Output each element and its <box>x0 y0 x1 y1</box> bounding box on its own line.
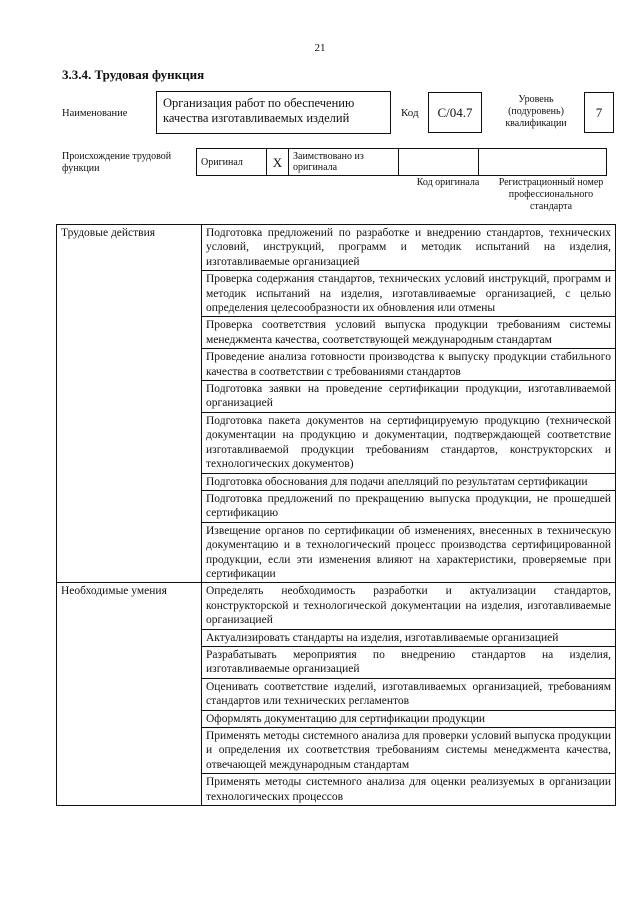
level-label: Уровень (подуровень) квалификации <box>505 94 567 129</box>
table-cell: Актуализировать стандарты на изделия, изготавливаемые организацией <box>202 629 616 646</box>
level-value: 7 <box>595 104 603 120</box>
code-value: C/04.7 <box>437 104 473 120</box>
table-cell: Извещение органов по сертификации об изменениях, внесенных в техническую документацию и в технологический процесс производства сертифицированной продукции, если эти изменения влияют на характеристики, проверяемые при сертификации <box>202 522 616 583</box>
original-mark: X <box>272 154 283 170</box>
table-cell: Оценивать соответствие изделий, изготавливаемых организацией, требованиям стандартов или технических регламентов <box>202 678 616 710</box>
name-label: Наименование <box>62 108 128 119</box>
table-row <box>57 583 616 629</box>
table-row <box>57 225 616 271</box>
table-cell: Применять методы системного анализа для оценки реализуемых в организации технологических процессов <box>202 774 616 806</box>
origin-label: Происхождение трудовой функции <box>62 151 172 174</box>
table-cell: Проверка содержания стандартов, технических условий инструкций, программ и методик испытаний на изделия, изготавливаемые организацией, с целью определения целесообразности их обновления или отмены <box>202 271 616 317</box>
reg-number-label: Регистрационный номер профессионального стандарта <box>498 177 604 212</box>
table-cell: Применять методы системного анализа для проверки условий выпуска продукции и определения их соответствия требованиям системы менеджмента качества, отвечающей международным стандартам <box>202 728 616 774</box>
original-cell <box>197 149 267 176</box>
table-cell: Подготовка заявки на проведение сертификации продукции, изготавливаемой организацией <box>202 381 616 413</box>
table-cell: Проверка соответствия условий выпуска продукции требованиям системы менеджмента качества, соответствующей международным стандартам <box>202 317 616 349</box>
origin-table <box>196 148 607 176</box>
code-original-label: Код оригинала <box>416 177 480 188</box>
table-cell: Определять необходимость разработки и актуализации стандартов, конструкторской и технологической документации на изделия, изготавливаемые организацией <box>202 583 616 629</box>
function-name-value: Организация работ по обеспечению качества изготавливаемых изделий <box>163 96 355 125</box>
page-number: 21 <box>314 42 326 54</box>
labor-function-table <box>56 224 616 806</box>
table-cell: Оформлять документацию для сертификации продукции <box>202 710 616 727</box>
original-label: Оригинал <box>201 156 243 168</box>
original-mark-cell <box>267 149 289 176</box>
table-cell: Подготовка пакета документов на сертифицируемую продукцию (технической документации на продукцию и документации, подтверждающей соответствие изготавливаемой продукции требованиям стандартов, конструкторских и технологических документов) <box>202 412 616 473</box>
table-cell: Подготовка предложений по разработке и внедрению стандартов, технических условий, инструкций, программ и методик испытаний на изделия, изготавливаемые организацией <box>202 225 616 271</box>
table-cell: Подготовка предложений по прекращению выпуска продукции, не прошедшей сертификацию <box>202 490 616 522</box>
borrowed-label: Заимствовано из оригинала <box>293 151 364 173</box>
code-box <box>428 92 482 133</box>
table-cell: Разрабатывать мероприятия по внедрению стандартов на изделия, изготавливаемые организацией <box>202 646 616 678</box>
table-cell: Проведение анализа готовности производства к выпуску продукции стабильного качества в соответствии с требованиями стандартов <box>202 349 616 381</box>
table-cell: Подготовка обоснования для подачи апелляций по результатам сертификации <box>202 473 616 490</box>
code-original-cell <box>399 149 479 176</box>
borrowed-cell <box>289 149 399 176</box>
code-label: Код <box>401 107 419 119</box>
section-title: 3.3.4. Трудовая функция <box>62 67 205 82</box>
reg-number-cell <box>479 149 607 176</box>
section-heading: Необходимые умения <box>57 583 202 806</box>
function-name-box <box>156 91 391 134</box>
level-box <box>584 92 614 133</box>
section-heading: Трудовые действия <box>57 225 202 583</box>
